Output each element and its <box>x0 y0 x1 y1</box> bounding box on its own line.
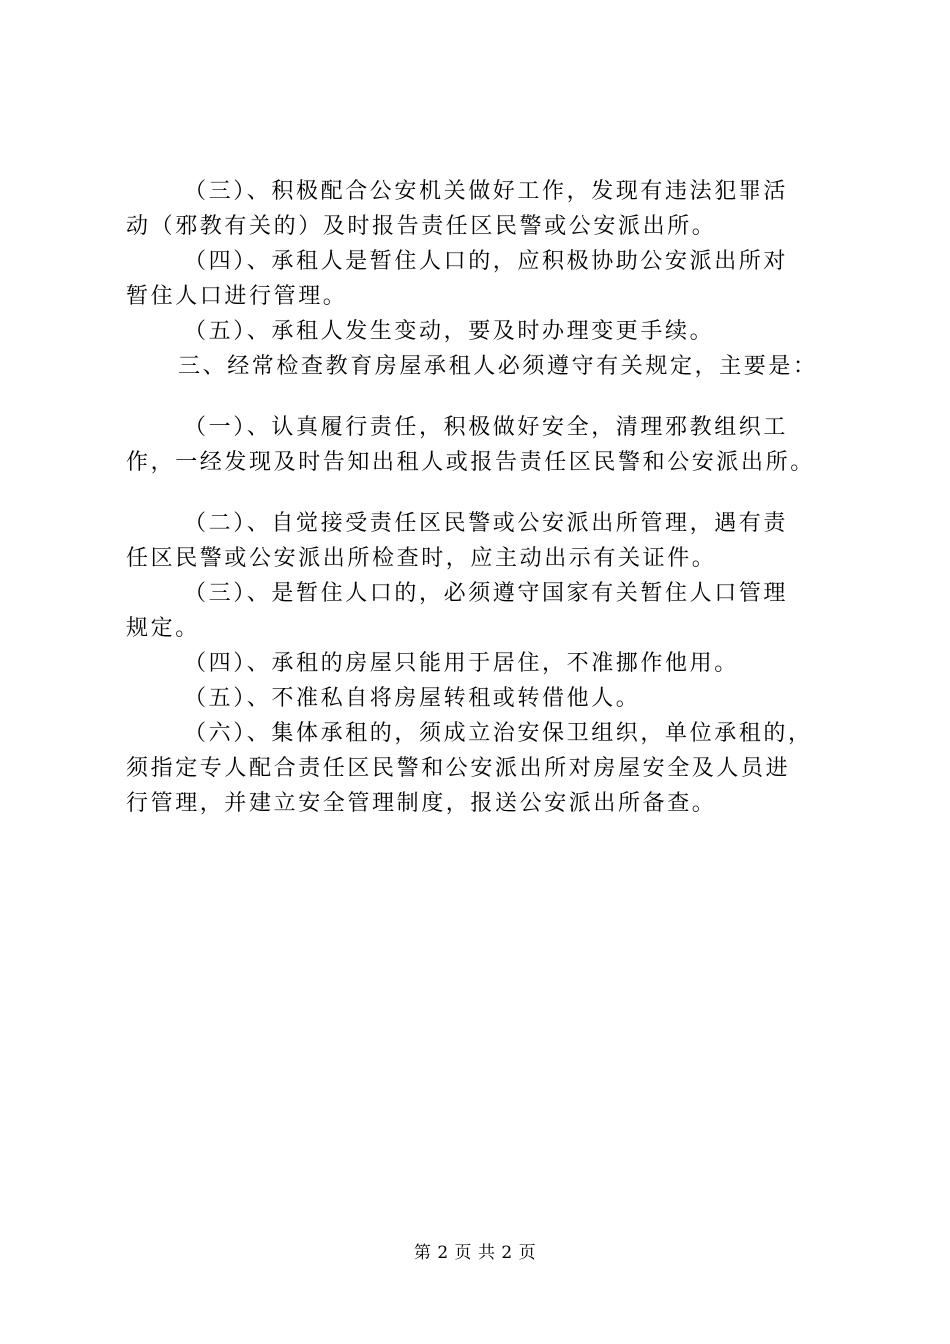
spacer <box>126 384 846 410</box>
section-heading: 三、经常检查教育房屋承租人必须遵守有关规定，主要是： <box>178 354 818 379</box>
paragraph-line: （六）、集体承租的，须成立治安保卫组织，单位承租的， <box>184 721 813 746</box>
paragraph-line: （二）、自觉接受责任区民警或公安派出所管理，遇有责 <box>184 511 789 536</box>
document-body <box>126 174 846 821</box>
paragraph-line: （三）、是暂住人口的，必须遵守国家有关暂住人口管理 <box>184 581 789 606</box>
paragraph-line: 须指定专人配合责任区民警和公安派出所对房屋安全及人员进 <box>126 756 791 781</box>
paragraph-line: 任区民警或公安派出所检查时，应主动出示有关证件。 <box>126 546 717 571</box>
paragraph-line: 暂住人口进行管理。 <box>126 284 348 309</box>
paragraph-line: 动（邪教有关的）及时报告责任区民警或公安派出所。 <box>126 214 717 239</box>
paragraph-line: （四）、承租人是暂住人口的，应积极协助公安派出所对 <box>184 249 789 274</box>
paragraph-line: （四）、承租的房屋只能用于居住，不准挪作他用。 <box>184 651 739 676</box>
paragraph-line: （五）、承租人发生变动，要及时办理变更手续。 <box>184 319 715 344</box>
paragraph-line: 规定。 <box>126 616 200 641</box>
page-number-footer: 第 2 页 共 2 页 <box>413 1243 537 1263</box>
paragraph-line: 作，一经发现及时告知出租人或报告责任区民警和公安派出所。 <box>126 450 815 475</box>
paragraph-line: （五）、不准私自将房屋转租或转借他人。 <box>184 686 641 711</box>
spacer <box>126 480 846 506</box>
paragraph-line: （一）、认真履行责任，积极做好安全，清理邪教组织工 <box>184 415 789 440</box>
paragraph-line: （三）、积极配合公安机关做好工作，发现有违法犯罪活 <box>184 179 789 204</box>
paragraph-line: 行管理，并建立安全管理制度，报送公安派出所备查。 <box>126 791 717 816</box>
